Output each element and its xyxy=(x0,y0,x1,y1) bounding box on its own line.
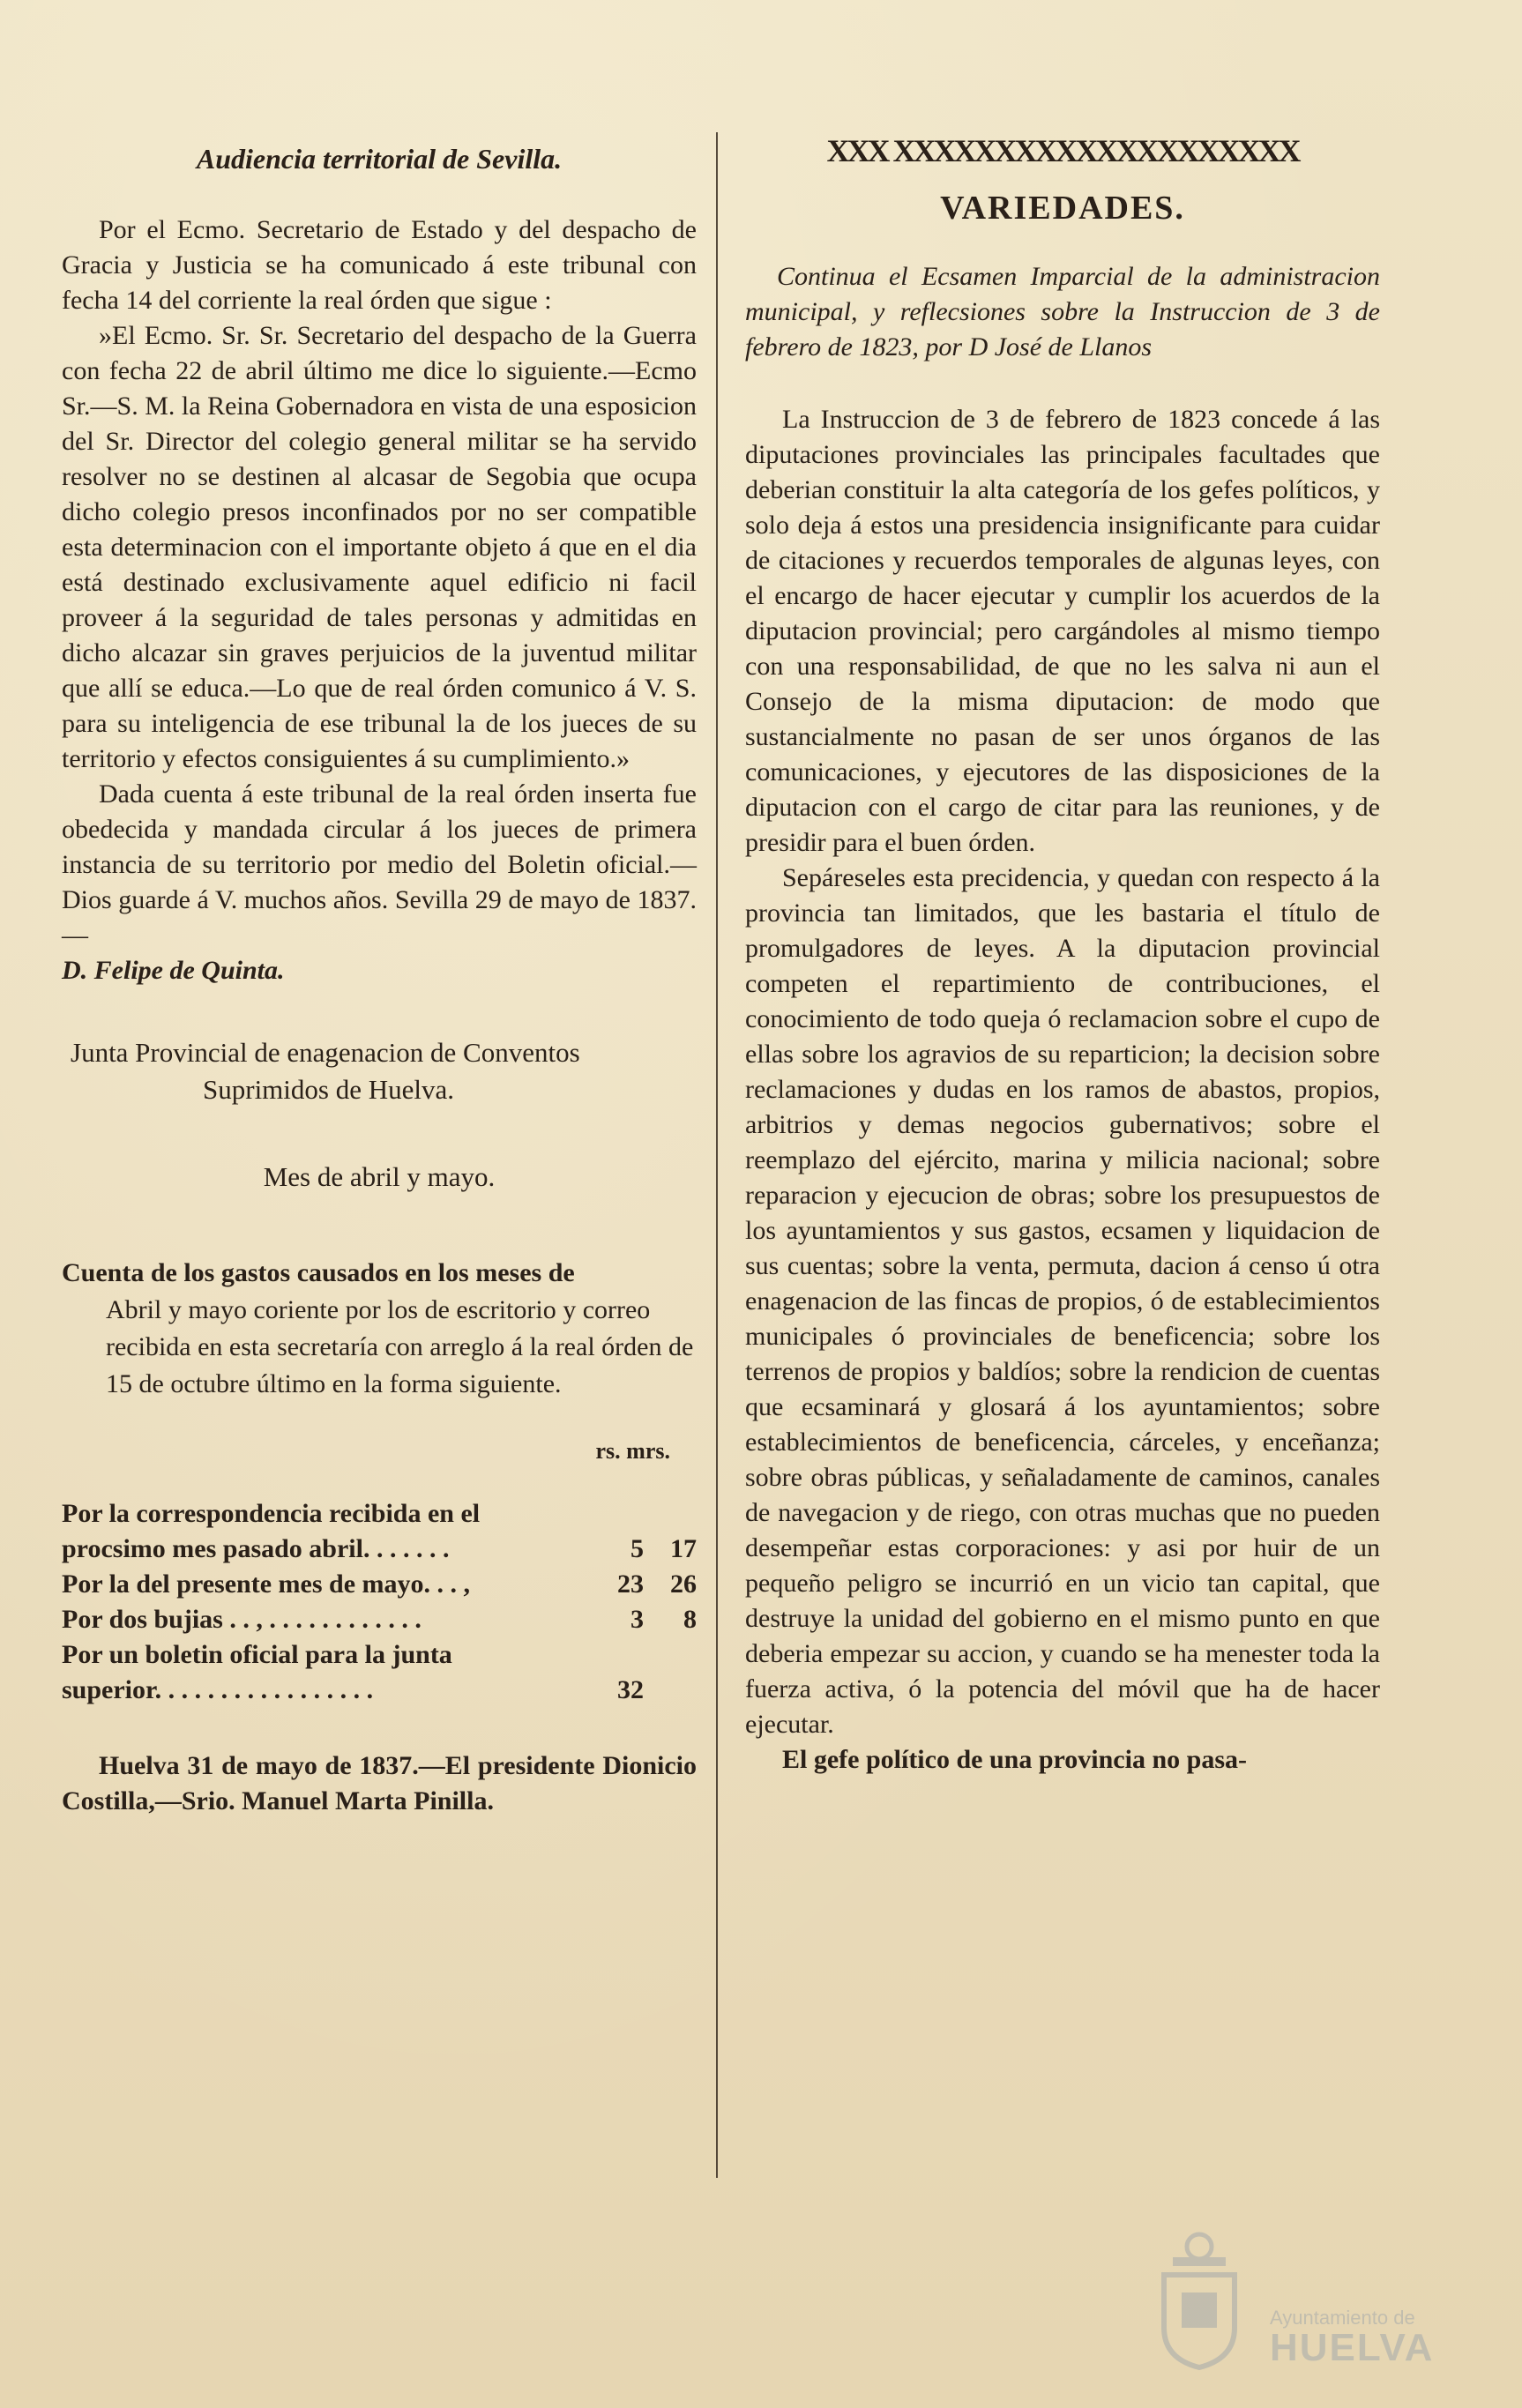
expense-item xyxy=(62,1567,697,1602)
paragraph-royal-order: »El Ecmo. Sr. Sr. Secretario del despacho de la Guerra con fecha 22 de abril último me dice lo siguiente.—Ecmo Sr.—S. M. la Reina Gobernadora en vista de una esposicion del Sr. Director del colegio general militar se ha servido resolver no se destinen al alcasar de Segobia que ocupa dicho colegio presos inconfinados por no ser compatible esta determinacion con el importante objeto á que en el dia está destinado exclusivamente aquel edificio ni facil proveer á la seguridad de tales personas y admitidas en dicho alcazar sin graves perjuicios de la juventud militar que allí se educa.—Lo que de real órden comunico á V. S. para su inteligencia de ese tribunal la de los jueces de su territorio y efectos consiguientes á su cumplimiento.» xyxy=(62,321,697,773)
expense-item-reales: 23 xyxy=(617,1569,644,1599)
paragraph-separeseles: Sepáreseles esta precidencia, y quedan con respecto á la provincia tan limitados, que les bastaria el título de promulgadores de leyes. A la diputacion provincial competen el repartimiento de contribuciones, el conocimiento de todo queja ó reclamacion sobre el cupo de ellas sobre los agravios de su reparticion; la decision sobre reclamaciones y dudas en los ramos de abastos, propios, arbitrios y demas negocios gubernativos; sobre el reemplazo del ejército, marina y milicia nacional; sobre reparacion y ejecucion de obras; sobre los presupuestos de los ayuntamientos y sus gastos, ecsamen y liquidacion de sus cuentas; sobre la venta, permuta, dacion á censo ú otra enagenacion de las fincas de propios, ó de establecimientos municipales ó provinciales de beneficencia; sobre los terrenos de propios y baldíos; sobre la rendicion de cuentas que ecsaminará y glosará á los ayuntamientos; sobre establecimientos de beneficencia, cárceles, y enceñanza; sobre obras públicas, y señaladamente de caminos, canales de navegacion y de riego, con otras muchas que no pueden desempeñar estas corporaciones: y asi por huir de un pequeño peligro se incurrió en un vicio tan capital, que destruye la unidad del gobierno en el mismo punto en que deberia empezar su accion, y cuando se ha menester toda la fuerza activa, ó la potencia del móvil que ha de hacer ejecutar. xyxy=(745,863,1380,1739)
expense-item-row xyxy=(62,1673,697,1708)
watermark-line2: HUELVA xyxy=(1270,2326,1435,2369)
section-heading-audiencia: Audiencia territorial de Sevilla. xyxy=(196,143,563,175)
expense-item-line1: Por la correspondencia recibida en el xyxy=(62,1499,481,1528)
paragraph-intro: Por el Ecmo. Secretario de Estado y del despacho de Gracia y Justicia se ha comunicado á este tribunal con fecha 14 del corriente la real órden que sigue : xyxy=(62,215,697,315)
ornamental-border: XXX XXXXXXXXXXXXXXXXXXXX xyxy=(826,133,1299,168)
article-subheading: Continua el Ecsamen Imparcial de la administracion municipal, y reflecsiones sobre la Instruccion de 3 de febrero de 1823, por D José de Llanos xyxy=(745,262,1380,362)
units-header: rs. mrs. xyxy=(595,1438,670,1464)
expense-item-desc: procsimo mes pasado abril. . . . . . . xyxy=(62,1534,450,1563)
expense-item-maravedis: 8 xyxy=(683,1605,697,1634)
crest-icon xyxy=(1146,2222,1252,2372)
right-column xyxy=(745,132,1380,1778)
expense-item-row xyxy=(62,1602,697,1637)
ayuntamiento-huelva-watermark xyxy=(1146,2222,1464,2381)
expense-item-maravedis: 26 xyxy=(670,1569,697,1599)
expense-item-reales: 32 xyxy=(617,1675,644,1704)
expense-list xyxy=(62,1496,697,1708)
expense-item xyxy=(62,1602,697,1637)
paragraph-gefe-politico: El gefe político de una provincia no pasa- xyxy=(782,1745,1247,1774)
left-column xyxy=(62,132,697,1819)
expense-item xyxy=(62,1496,697,1567)
watermark-line1: Ayuntamiento de xyxy=(1270,2307,1415,2329)
cuenta-rest: Abril y mayo coriente por los de escritorio y correo recibida en esta secretaría con arreglo á la real órden de 15 de octubre último en la forma siguiente. xyxy=(106,1295,694,1398)
cuenta-first-line: Cuenta de los gastos causados en los meses de xyxy=(62,1258,575,1287)
column-divider xyxy=(716,132,718,2178)
paragraph-dada-cuenta: Dada cuenta á este tribunal de la real órden inserta fue obedecida y mandada circular á los jueces de primera instancia de su territorio por medio del Boletin oficial.—Dios guarde á V. muchos años. Sevilla 29 de mayo de 1837.— xyxy=(62,779,697,950)
closing-signoff: Huelva 31 de mayo de 1837.—El presidente Dionicio Costilla,—Srio. Manuel Marta Pinilla. xyxy=(62,1751,697,1815)
junta-heading-line2: Suprimidos de Huelva. xyxy=(203,1074,454,1105)
junta-heading-line1: Junta Provincial de enagenacion de Conventos xyxy=(71,1037,580,1068)
expense-item-line1: Por un boletin oficial para la junta xyxy=(62,1640,452,1669)
expense-item-reales: 5 xyxy=(630,1534,644,1563)
cuenta-heading xyxy=(62,1255,697,1403)
expense-item-desc: superior. . . . . . . . . . . . . . . . . xyxy=(62,1675,374,1704)
expense-item-row xyxy=(62,1532,697,1567)
period-heading: Mes de abril y mayo. xyxy=(263,1161,496,1192)
expense-item-desc: Por la del presente mes de mayo. . . , xyxy=(62,1569,470,1599)
section-title-variedades: VARIEDADES. xyxy=(940,190,1185,227)
paragraph-instruccion: La Instruccion de 3 de febrero de 1823 concede á las diputaciones provinciales las principales facultades que deberian constituir la alta categoría de los gefes políticos, y solo deja á estos una presidencia insignificante para cuidar de citaciones y recuerdos temporales de algunas leyes, con el encargo de hacer ejecutar y cumplir los acuerdos de la diputacion provincial; pero cargándoles al mismo tiempo con una responsabilidad, de que no les salva ni aun el Consejo de la misma diputacion: de modo que sustancialmente no pasan de ser unos órganos de las comunicaciones, y ejecutores de las disposiciones de la diputacion con el cargo de citar para las reuniones, y de presidir para el buen órden. xyxy=(745,405,1380,857)
expense-item xyxy=(62,1637,697,1708)
expense-item-maravedis: 17 xyxy=(670,1534,697,1563)
expense-item-row xyxy=(62,1567,697,1602)
expense-item-maravedis xyxy=(644,1673,697,1708)
expense-item-reales: 3 xyxy=(630,1605,644,1634)
junta-heading xyxy=(62,1034,697,1108)
expense-item-desc: Por dos bujias . . , . . . . . . . . . . . . xyxy=(62,1605,422,1634)
signature-felipe-de-quinta: D. Felipe de Quinta. xyxy=(62,956,285,985)
